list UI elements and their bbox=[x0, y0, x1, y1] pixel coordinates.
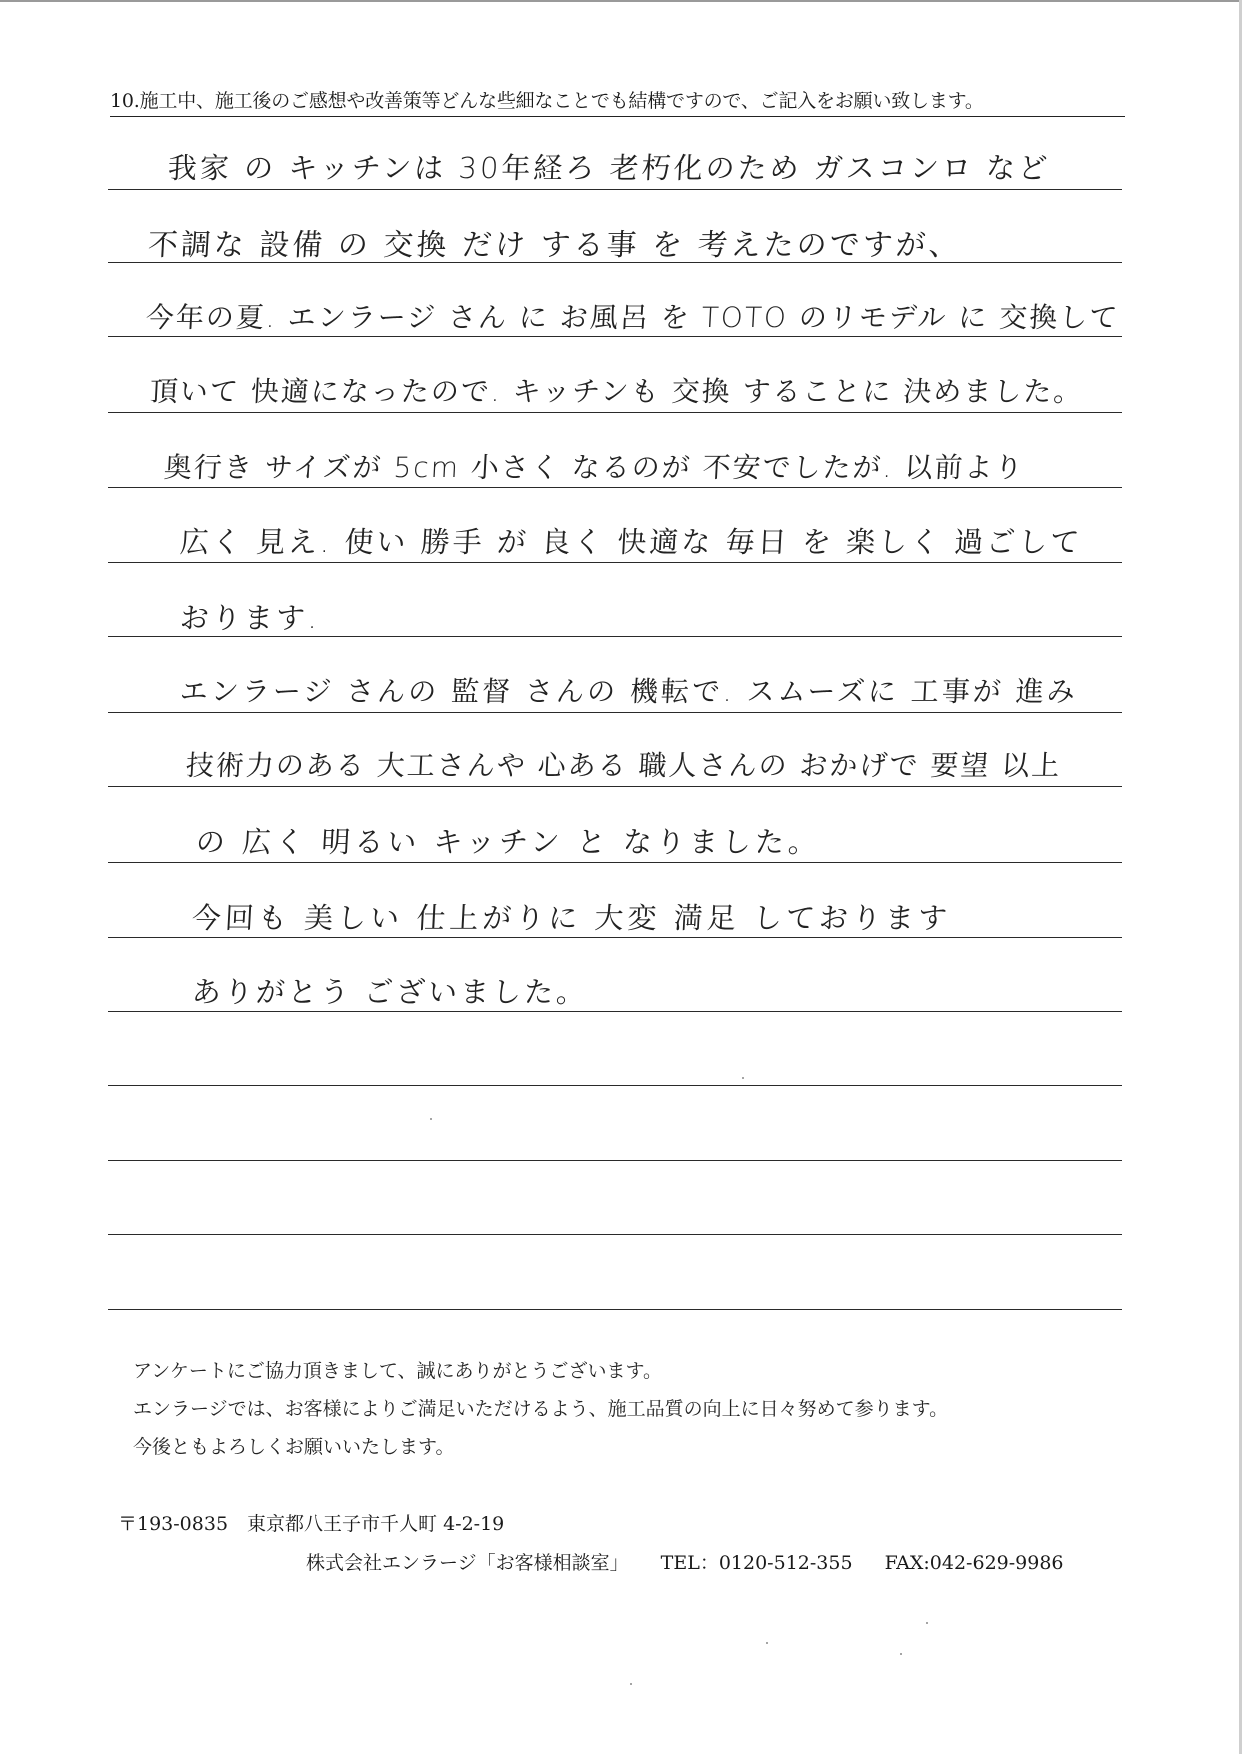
ruled-line bbox=[108, 1085, 1122, 1086]
scan-speck bbox=[766, 1642, 768, 1644]
handwritten-line-12: ありがとう ございました。 bbox=[191, 975, 590, 1009]
ruled-line bbox=[108, 487, 1122, 488]
ruled-line bbox=[108, 1234, 1122, 1235]
ruled-line bbox=[108, 786, 1122, 787]
scan-speck bbox=[430, 1118, 432, 1120]
ruled-line bbox=[108, 862, 1122, 863]
handwritten-line-10: の 広く 明るい キッチン と なりました。 bbox=[195, 825, 822, 859]
handwritten-line-5: 奥行き サイズが 5cm 小さく なるのが 不安でしたが. 以前より bbox=[163, 451, 1026, 484]
thanks-line-2: エンラージでは、お客様によりご満足いただけるよう、施工品質の向上に日々努めて参ります。 bbox=[133, 1398, 949, 1420]
fax-number: FAX:042-629-9986 bbox=[884, 1552, 1064, 1574]
company-contact bbox=[306, 1548, 1090, 1575]
handwritten-line-8: エンラージ さんの 監督 さんの 機転で. スムーズに 工事が 進み bbox=[179, 675, 1079, 708]
handwritten-line-11: 今回も 美しい 仕上がりに 大変 満足 しております bbox=[191, 901, 952, 935]
page-top-edge bbox=[0, 0, 1242, 6]
ruled-line bbox=[108, 189, 1122, 190]
ruled-line bbox=[108, 336, 1122, 337]
handwritten-line-4: 頂いて 快適になったので. キッチンも 交換 することに 決めました。 bbox=[149, 375, 1085, 408]
handwritten-line-1: 我家 の キッチンは 30年経ろ 老朽化のため ガスコンロ など bbox=[167, 151, 1051, 185]
ruled-line bbox=[108, 1160, 1122, 1161]
scan-speck bbox=[900, 1653, 902, 1655]
thank-you-message bbox=[133, 1352, 948, 1466]
tel-number: TEL：0120-512-355 bbox=[660, 1552, 853, 1574]
ruled-line bbox=[108, 937, 1122, 938]
ruled-line bbox=[108, 412, 1122, 413]
scan-speck bbox=[630, 1683, 632, 1685]
ruled-line bbox=[108, 1011, 1122, 1012]
scan-speck bbox=[742, 1077, 744, 1079]
handwritten-line-9: 技術力のある 大工さんや 心ある 職人さんの おかげで 要望 以上 bbox=[185, 749, 1063, 782]
handwritten-line-3: 今年の夏. エンラージ さん に お風呂 を TOTO のリモデル に 交換して bbox=[145, 301, 1121, 334]
thanks-line-3: 今後ともよろしくお願いいたします。 bbox=[133, 1436, 455, 1458]
scan-speck bbox=[926, 1622, 928, 1624]
company-name: 株式会社エンラージ「お客様相談室」 bbox=[306, 1552, 629, 1574]
ruled-line bbox=[108, 562, 1122, 563]
ruled-line bbox=[108, 712, 1122, 713]
ruled-line bbox=[108, 1309, 1122, 1310]
handwritten-line-2: 不調な 設備 の 交換 だけ する事 を 考えたのですが、 bbox=[146, 228, 963, 263]
survey-question-10: 10.施工中、施工後のご感想や改善策等どんな些細なことでも結構ですので、ご記入をお願い致します。 bbox=[110, 88, 1125, 117]
company-address: 〒193-0835 東京都八王子市千人町 4-2-19 bbox=[118, 1513, 505, 1535]
handwritten-line-7: おります. bbox=[179, 601, 322, 635]
thanks-line-1: アンケートにご協力頂きまして、誠にありがとうございます。 bbox=[133, 1360, 662, 1382]
handwritten-line-6: 広く 見え. 使い 勝手 が 良く 快適な 毎日 を 楽しく 過ごして bbox=[179, 525, 1084, 559]
